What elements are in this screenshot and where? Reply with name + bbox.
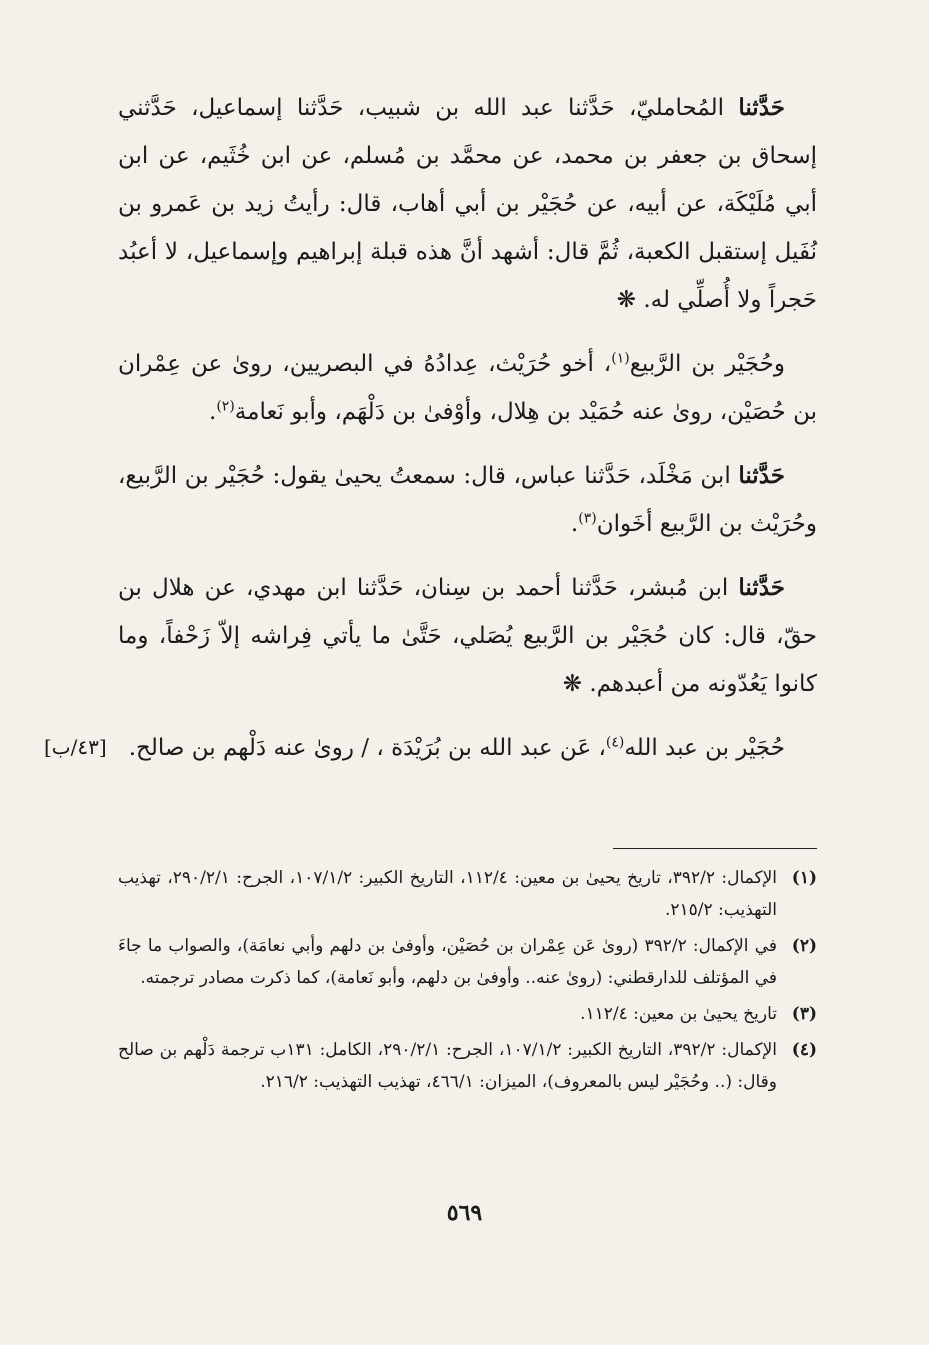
paragraph-text: وحُجَيْر بن الرَّبيع xyxy=(629,351,785,377)
paragraph-2 xyxy=(118,340,817,436)
footnote-number: (٤) xyxy=(791,1040,817,1060)
footnote-number: (٢) xyxy=(791,936,817,956)
paragraph-text: ابن مَخْلَد، حَدَّثنا عباس، قال: سمعتُ يحيىٰ يقول: حُجَيْر بن الرَّبيع، وحُرَيْث بن الرَّبيع أخَوان xyxy=(118,463,817,537)
footnote-divider xyxy=(613,848,817,849)
paragraph-text: . xyxy=(570,511,579,537)
manuscript-folio-ref: [٤٣/ب] xyxy=(44,735,107,759)
paragraph-text: . xyxy=(209,399,217,425)
paragraph-4 xyxy=(118,564,817,708)
paragraph-3 xyxy=(118,452,817,548)
paragraph-1 xyxy=(118,84,817,324)
footnote-marker: (٢) xyxy=(216,398,235,415)
main-text xyxy=(118,84,817,788)
footnote-text: تاريخ يحيىٰ بن معين: ١١٢/٤. xyxy=(580,1004,777,1024)
footnote xyxy=(118,862,817,926)
paragraph-lead: حَدَّثنا xyxy=(738,574,785,601)
footnote xyxy=(118,930,817,994)
footnote-marker: (٣) xyxy=(578,510,597,527)
paragraph-lead: حَدَّثنا xyxy=(738,94,785,121)
footnote xyxy=(118,1034,817,1098)
footnote-text: في الإكمال: ٣٩٢/٢ (روىٰ عَن عِمْران بن حُصَيْن، وأوفىٰ بن دلهم وأبي نعامَة)، والصواب ما جاءَ في المؤتلف للدارقطني: (روىٰ عنه.. وأوفىٰ بن دلهم، وأبو نَعامة)، كما ذكرت مصادر ترجمته. xyxy=(118,936,778,988)
page-number: ٥٦٩ xyxy=(446,1200,483,1226)
footnote-number: (١) xyxy=(791,868,817,888)
paragraph-text: حُجَيْر بن عبد الله xyxy=(624,735,785,761)
footnote-marker: (٤) xyxy=(605,734,625,751)
paragraph-text: ، عَن عبد الله بن بُرَيْدَة ، / روىٰ عنه دَلْهم بن صالح. xyxy=(128,735,606,761)
paragraph-lead: حَدَّثنا xyxy=(738,462,785,489)
footnotes xyxy=(118,862,817,1102)
footnote-text: الإكمال: ٣٩٢/٢، التاريخ الكبير: ١٠٧/١/٢، الجرح: ٢٩٠/٢/١، الكامل: ١٣١ب ترجمة دَلْهم بن صالح وقال: (.. وحُجَيْر ليس بالمعروف)، الميزان: ٤٦٦/١، تهذيب التهذيب: ٢١٦/٢. xyxy=(118,1040,777,1092)
paragraph-5 xyxy=(118,724,817,772)
footnote-text: الإكمال: ٣٩٢/٢، تاريخ يحيىٰ بن معين: ١١٢/٤، التاريخ الكبير: ١٠٧/١/٢، الجرح: ٢٩٠/٢/١، تهذيب التهذيب: ٢١٥/٢. xyxy=(118,868,777,920)
paragraph-text: ، أخو حُرَيْث، عِدادُهُ في البصريين، روىٰ عن عِمْران بن حُصَيْن، روىٰ عنه حُمَيْد بن هِلال، وأوْفىٰ بن دَلْهَم، وأبو نَعامة xyxy=(118,351,817,425)
paragraph-text: المُحامليّ، حَدَّثنا عبد الله بن شبيب، حَدَّثنا إسماعيل، حَدَّثني إسحاق بن جعفر بن محمد، عن محمَّد بن مُسلم، عن ابن خُثَيم، عن ابن أبي مُلَيْكَة، عن أبيه، عن حُجَيْر بن أبي أهاب، قال: رأيتُ زيد بن عَمرو بن نُفَيل إستقبل الكعبة، ثُمَّ قال: أشهد أنَّ هذه قبلة إبراهيم وإسماعيل، لا أعبُد حَجراً ولا أُصلِّي له. ❋ xyxy=(118,95,817,313)
footnote xyxy=(118,998,817,1030)
footnote-marker: (١) xyxy=(611,350,630,367)
paragraph-text: ابن مُبشر، حَدَّثنا أحمد بن سِنان، حَدَّثنا ابن مهدي، عن هلال بن حقّ، قال: كان حُجَيْر بن الرَّبيع يُصَلي، حَتَّىٰ ما يأتي فِراشه إلاّ زَحْفاً، وما كانوا يَعُدّونه من أعبدهم. ❋ xyxy=(118,575,817,697)
footnote-number: (٣) xyxy=(791,1004,817,1024)
